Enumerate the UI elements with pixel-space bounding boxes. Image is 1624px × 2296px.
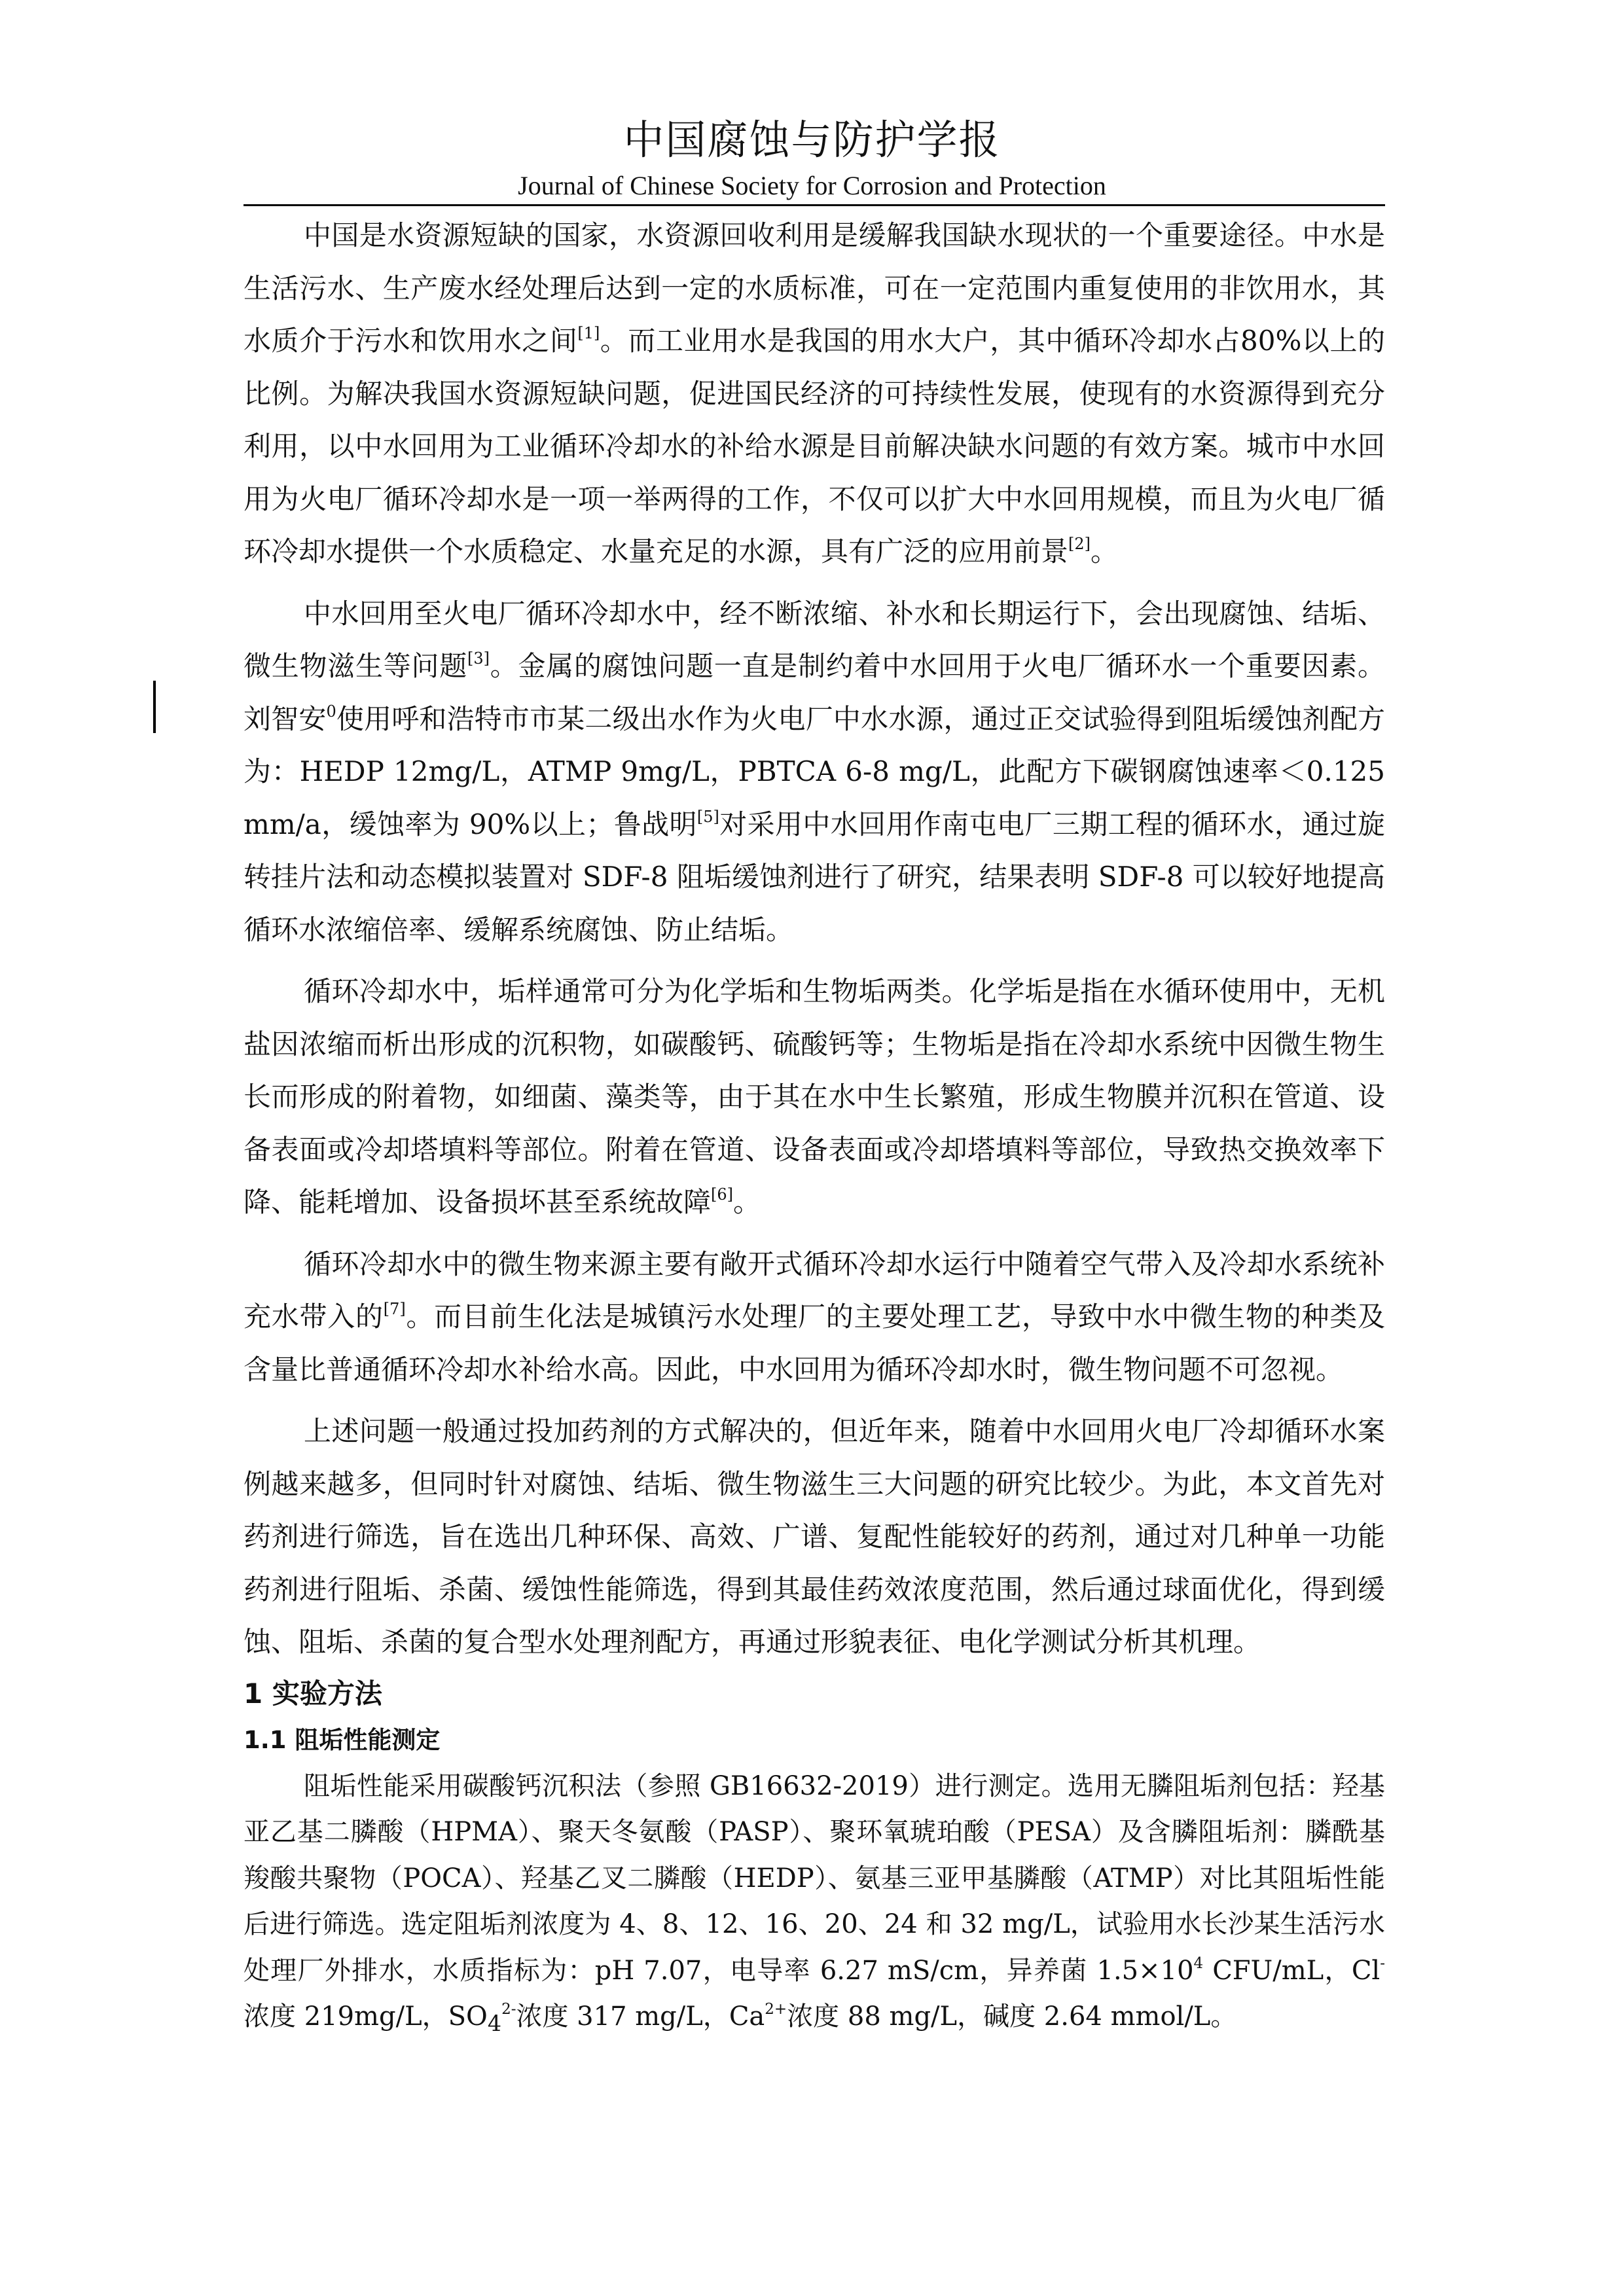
text-run: 对采用中水回用作南屯电厂三期工程的循环水，通过旋转挂片法和动态模拟装置对 SDF-8 阻垢缓蚀剂进行了研究，结果表明 SDF-8 可以较好地提高循环水浓缩倍率、缓解系统腐蚀、防止结垢。: [244, 808, 1385, 946]
superscript: 2+: [765, 2001, 787, 2018]
citation-3: [3]: [467, 649, 490, 668]
journal-header: [0, 113, 1624, 203]
citation-2: [2]: [1068, 535, 1091, 553]
revision-bar: [153, 681, 156, 733]
paragraph-4: [244, 1238, 1385, 1397]
text-run: 浓度 88 mg/L，碱度 2.64 mmol/L。: [787, 2001, 1237, 2032]
text-run: 浓度 317 mg/L，Ca: [516, 2001, 765, 2032]
header-rule: [244, 204, 1385, 206]
text-run: 。: [733, 1186, 761, 1218]
superscript: 4: [1193, 1954, 1204, 1972]
text-run: 。而目前生化法是城镇污水处理厂的主要处理工艺，导致中水中微生物的种类及含量比普通循环冷却水补给水高。因此，中水回用为循环冷却水时，微生物问题不可忽视。: [244, 1300, 1385, 1386]
text-run: 使用呼和浩特市市某二级出水作为火电厂中水水源，通过正交试验得到阻垢缓蚀剂配方为：HEDP 12mg/L，ATMP 9mg/L，PBTCA 6-8 mg/L，此配方下碳钢腐蚀速率＜0.125 mm/a，缓蚀率为 90%以上；鲁战明: [244, 702, 1385, 840]
text-run: 循环冷却水中的微生物来源主要有敞开式循环冷却水运行中随着空气带入及冷却水系统补充水带入的: [244, 1247, 1385, 1333]
text-run: CFU/mL，Cl: [1203, 1955, 1380, 1986]
text-run: 。而工业用水是我国的用水大户，其中循环冷却水占80%以上的比例。为解决我国水资源短缺问题，促进国民经济的可持续性发展，使现有的水资源得到充分利用，以中水回用为工业循环冷却水的补给水源是目前解决缺水问题的有效方案。城市中水回用为火电厂循环冷却水是一项一举两得的工作，不仅可以扩大中水回用规模，而且为火电厂循环冷却水提供一个水质稳定、水量充足的水源，具有广泛的应用前景: [244, 325, 1385, 567]
text-run: 。: [1091, 535, 1119, 567]
superscript: 2-: [501, 2001, 516, 2018]
paragraph-2: [244, 588, 1385, 957]
section-heading-1: 1 实验方法: [244, 1677, 382, 1710]
article-body: [244, 209, 1385, 2047]
paragraph-3: [244, 965, 1385, 1229]
text-run: 上述问题一般通过投加药剂的方式解决的，但近年来，随着中水回用火电厂冷却循环水案例越来越多，但同时针对腐蚀、结垢、微生物滋生三大问题的研究比较少。为此，本文首先对药剂进行筛选，旨在选出几种环保、高效、广谱、复配性能较好的药剂，通过对几种单一功能药剂进行阻垢、杀菌、缓蚀性能筛选，得到其最佳药效浓度范围，然后通过球面优化，得到缓蚀、阻垢、杀菌的复合型水处理剂配方，再通过形貌表征、电化学测试分析其机理。: [244, 1415, 1385, 1658]
citation-6: [6]: [711, 1185, 734, 1204]
subscript: 4: [487, 2011, 502, 2036]
journal-title-en: Journal of Chinese Society for Corrosion and Protection: [518, 171, 1106, 200]
citation-5: [5]: [696, 807, 719, 826]
paragraph-5: [244, 1405, 1385, 1669]
citation-1: [1]: [577, 324, 600, 342]
text-run: 中水回用至火电厂循环冷却水中，经不断浓缩、补水和长期运行下，会出现腐蚀、结垢、微生物滋生等问题: [244, 597, 1385, 682]
citation-7: [7]: [383, 1300, 406, 1318]
text-run: 浓度 219mg/L，SO: [244, 2001, 488, 2032]
text-run: 循环冷却水中，垢样通常可分为化学垢和生物垢两类。化学垢是指在水循环使用中，无机盐因浓缩而析出形成的沉积物，如碳酸钙、硫酸钙等；生物垢是指在冷却水系统中因微生物生长而形成的附着物，如细菌、藻类等，由于其在水中生长繁殖，形成生物膜并沉积在管道、设备表面或冷却塔填料等部位。附着在管道、设备表面或冷却塔填料等部位，导致热交换效率下降、能耗增加、设备损坏甚至系统故障: [244, 975, 1385, 1218]
citation-4: 0: [326, 702, 336, 721]
text-run: 阻垢性能采用碳酸钙沉积法（参照 GB16632-2019）进行测定。选用无膦阻垢剂包括：羟基亚乙基二膦酸（HPMA）、聚天冬氨酸（PASP）、聚环氧琥珀酸（PESA）及含膦阻垢剂：膦酰基羧酸共聚物（POCA）、羟基乙叉二膦酸（HEDP）、氨基三亚甲基膦酸（ATMP）对比其阻垢性能后进行筛选。选定阻垢剂浓度为 4、8、12、16、20、24 和 32 mg/L，试验用水长沙某生活污水处理厂外排水，水质指标为：pH 7.07，电导率 6.27 mS/cm，异养菌 1.5×10: [244, 1770, 1385, 1986]
paragraph-1: [244, 209, 1385, 579]
superscript: -: [1380, 1954, 1385, 1972]
paragraph-6: [244, 1763, 1385, 2047]
text-run: 中国是水资源短缺的国家，水资源回收利用是缓解我国缺水现状的一个重要途径。中水是生活污水、生产废水经处理后达到一定的水质标准，可在一定范围内重复使用的非饮用水，其水质介于污水和饮用水之间: [244, 219, 1385, 357]
section-heading-1-1: 1.1 阻垢性能测定: [244, 1725, 441, 1754]
text-run: 。金属的腐蚀问题一直是制约着中水回用于火电厂循环水一个重要因素。刘智安: [244, 650, 1385, 735]
journal-title-cn: 中国腐蚀与防护学报: [623, 116, 1001, 164]
